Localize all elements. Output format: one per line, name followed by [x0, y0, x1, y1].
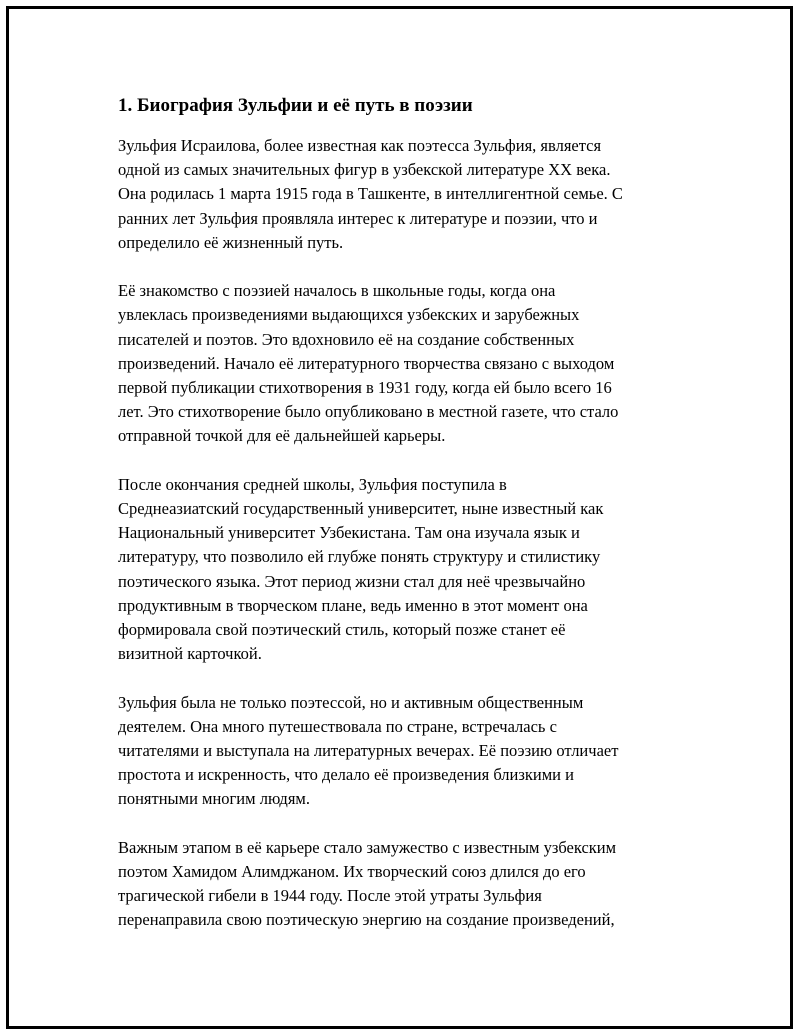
paragraph-5: Важным этапом в её карьере стало замужество с известным узбекским поэтом Хамидом Алимджаном. Их творческий союз длился до его трагической гибели в 1944 году. После этой утраты Зульфия перенаправила свою поэтическую энергию на создание произведений, [118, 837, 617, 930]
section-heading: 1. Биография Зульфии и её путь в поэзии [118, 95, 473, 116]
paragraph-4: Зульфия была не только поэтессой, но и активным общественным деятелем. Она много путешествовала по стране, встречалась с читателями и выступала на литературных вечерах. Её поэзию отличает простота и искренность, что делало её произведения близкими и понятными многим людям. [118, 692, 619, 809]
paragraph-2: Её знакомство с поэзией началось в школьные годы, когда она увлеклась произведениями выдающихся узбекских и зарубежных писателей и поэтов. Это вдохновило её на создание собственных произведений. Начало её литературного творчества связано с выходом первой публикации стихотворения в 1931 году, когда ей было всего 16 лет. Это стихотворение было опубликовано в местной газете, что стало отправной точкой для её дальнейшей карьеры. [118, 281, 619, 446]
document-body [118, 94, 688, 957]
paragraph-1: Зульфия Исраилова, более известная как поэтесса Зульфия, является одной из самых значительных фигур в узбекской литературе XX века. Она родилась 1 марта 1915 года в Ташкенте, в интеллигентной семье. С ранних лет Зульфия проявляла интерес к литературе и поэзии, что и определило её жизненный путь. [118, 136, 623, 252]
paragraph-3: После окончания средней школы, Зульфия поступила в Среднеазиатский государственный университет, ныне известный как Национальный университет Узбекистана. Там она изучала язык и литературу, что позволило ей глубже понять структуру и стилистику поэтического языка. Этот период жизни стал для неё чрезвычайно продуктивным в творческом плане, ведь именно в этот момент она формировала свой поэтический стиль, который позже станет её визитной карточкой. [118, 474, 604, 664]
